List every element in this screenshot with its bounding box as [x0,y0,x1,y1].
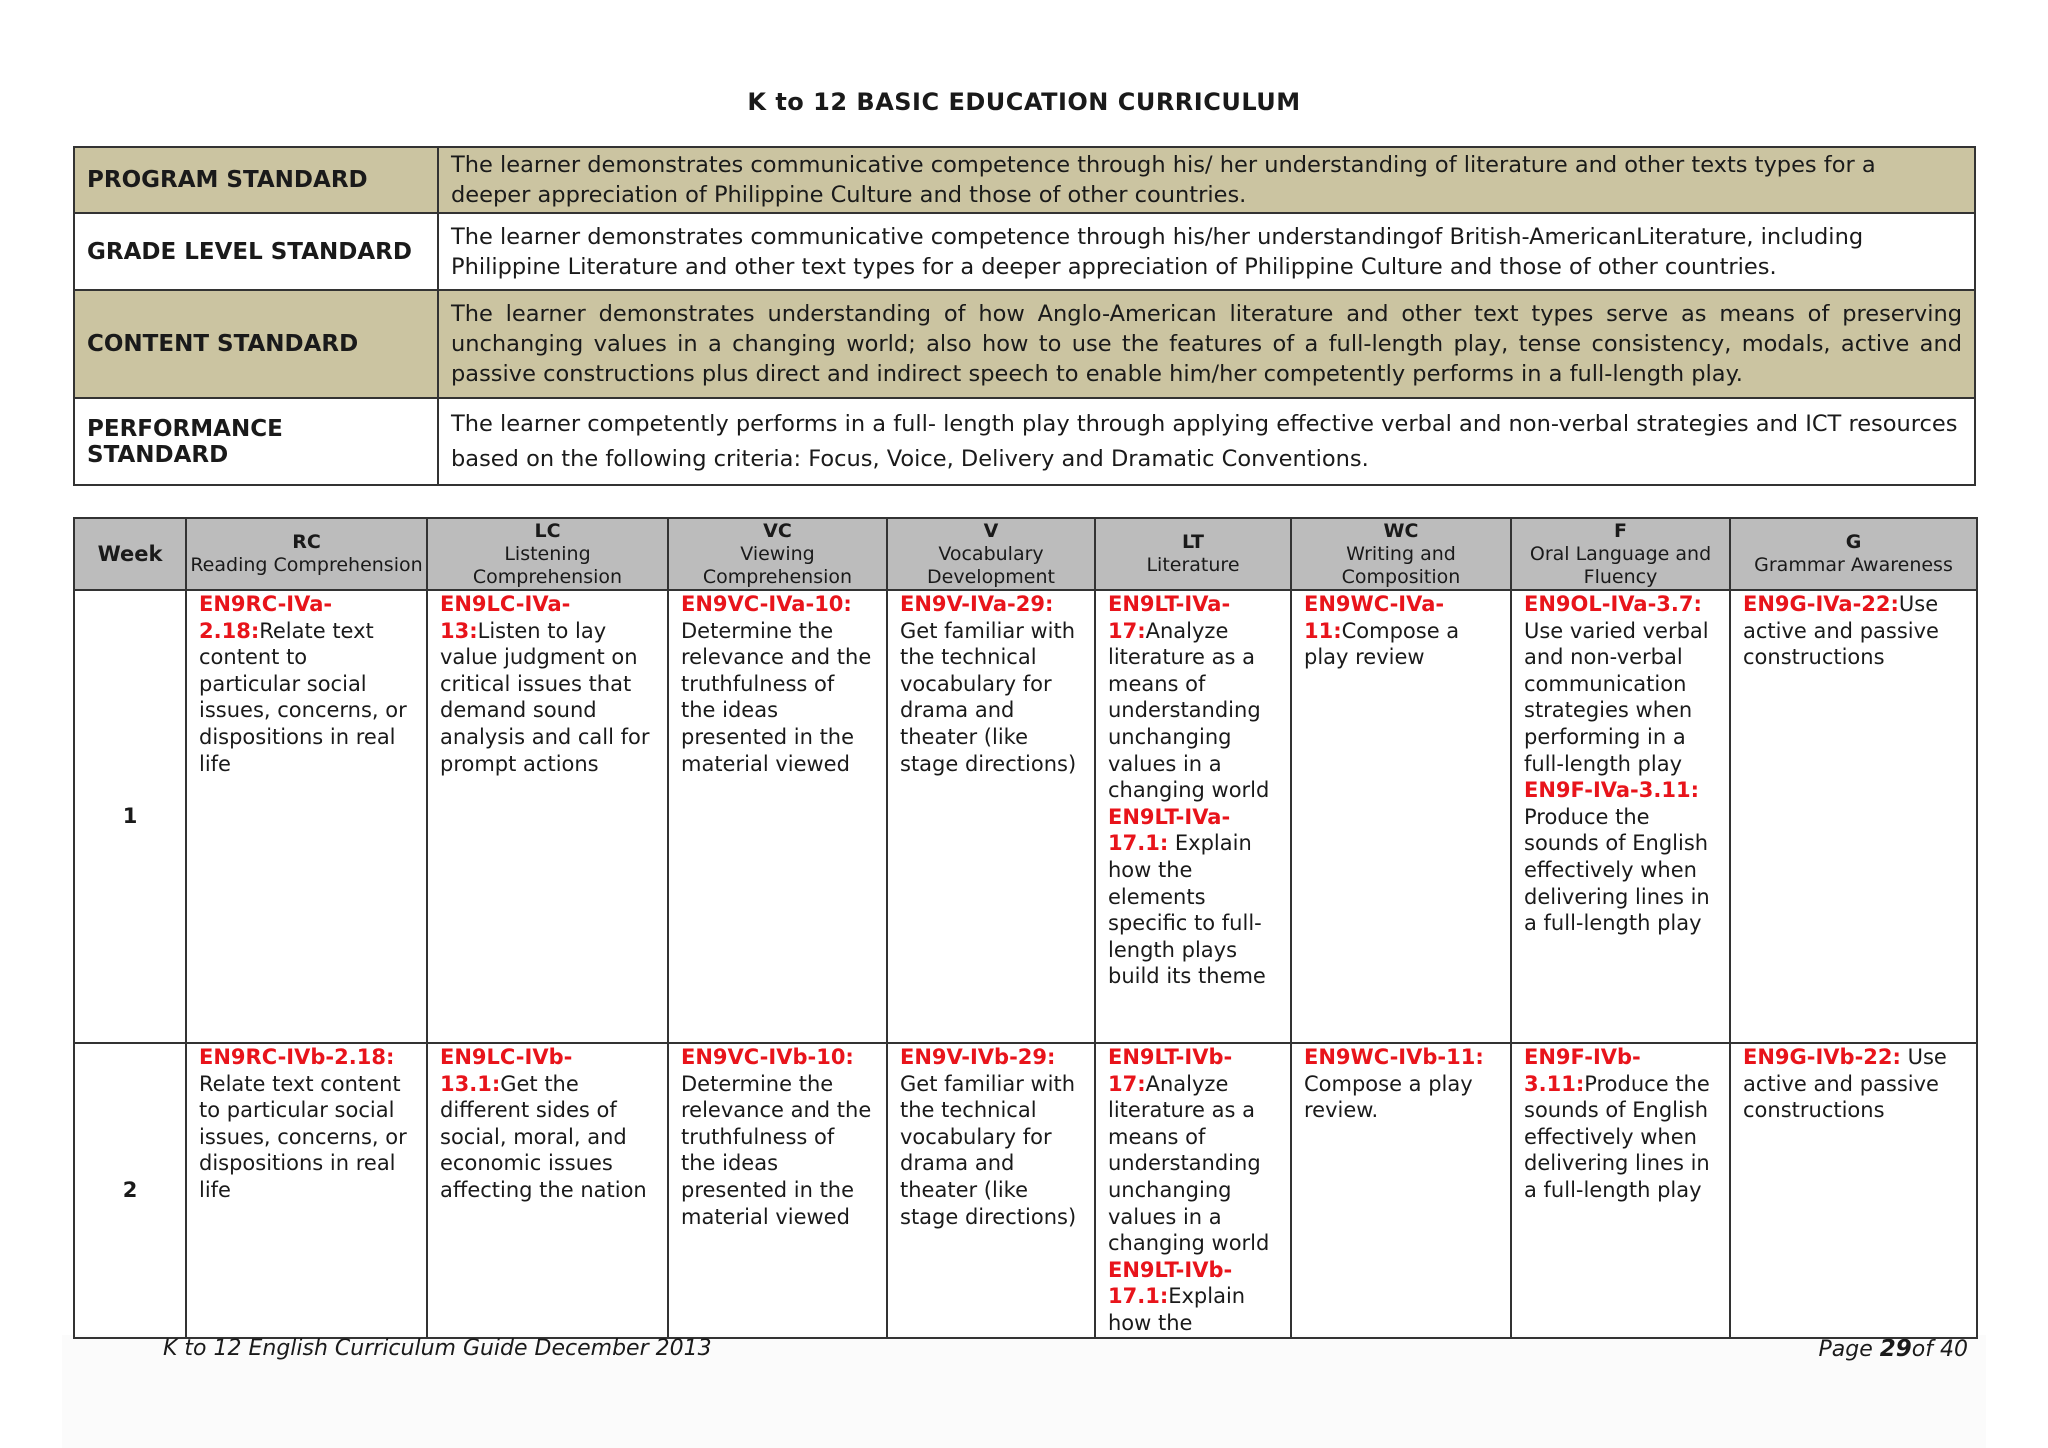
competencies-table [73,517,1978,1339]
footer-guide-title: K to 12 English Curriculum Guide December 2013 [163,1336,712,1361]
table-header-row [74,518,1977,590]
competency-code: EN9RC-IVb-2.18: [199,1045,395,1069]
column-name: Listening Comprehension [472,542,623,588]
competency-code: EN9LC-IVb-13.1: [440,1045,573,1096]
competency-code: EN9VC-IVb-10: [681,1045,854,1069]
competency-text: Compose a play review. [1304,1071,1473,1123]
column-header-lc [427,518,668,590]
competency-cell [1730,1043,1977,1338]
standards-table [73,146,1976,486]
column-header-lt [1095,518,1291,590]
column-code: LC [534,519,561,542]
standard-text: The learner demonstrates communicative competence through his/ her understanding of literature and other texts types for a deeper appreciation of Philippine Culture and those of other countries. [438,147,1975,213]
competency-cell [1730,590,1977,1043]
competency-text: Produce the sounds of English effectively when delivering lines in a full-length play [1524,1071,1710,1202]
competency-text: Determine the relevance and the truthfulness of the ideas presented in the material viewed [681,618,872,776]
competency-cell [1511,590,1730,1043]
standard-label: GRADE LEVEL STANDARD [74,213,438,290]
competency-cell [1291,590,1511,1043]
competency-cell [186,590,427,1043]
table-row [74,1043,1977,1338]
competency-text: Get familiar with the technical vocabulary for drama and theater (like stage directions) [900,618,1077,776]
competency-text: Use active and passive constructions [1743,592,1939,670]
performance-standard-row [74,398,1975,485]
competency-cell [668,590,887,1043]
content-standard-row [74,290,1975,398]
competency-cell [1095,1043,1291,1338]
competency-text: Determine the relevance and the truthfulness of the ideas presented in the material viewed [681,1071,872,1229]
column-name: Viewing Comprehension [702,542,853,588]
competency-cell [887,1043,1095,1338]
competency-cell [427,590,668,1043]
standard-label: PERFORMANCE STANDARD [74,398,438,485]
competency-code: EN9V-IVb-29: [900,1045,1056,1069]
competency-cell [1291,1043,1511,1338]
competency-text: Get the different sides of social, moral, and economic issues affecting the nation [440,1071,647,1202]
column-code: V [983,519,999,542]
competency-text: Listen to lay value judgment on critical issues that demand sound analysis and call for prompt actions [440,618,650,776]
week-number: 1 [74,590,186,1043]
column-name: Literature [1146,554,1240,576]
column-header-rc [186,518,427,590]
competency-code: EN9VC-IVa-10: [681,592,852,616]
standard-label: CONTENT STANDARD [74,290,438,398]
standard-label: PROGRAM STANDARD [74,147,438,213]
competency-cell [1095,590,1291,1043]
column-header-v [887,518,1095,590]
table-row [74,590,1977,1043]
competency-code: EN9F-IVb-3.11: [1524,1045,1641,1096]
competency-text: Analyze literature as a means of understanding unchanging values in a changing world [1108,1071,1270,1256]
competency-text: Use active and passive constructions [1743,1045,1947,1123]
competency-text: Use varied verbal and non-verbal communication strategies when performing in a full-length play [1524,618,1709,776]
page-indicator [1819,1336,1968,1362]
competency-text: Relate text content to particular social issues, concerns, or dispositions in real life [199,618,407,776]
competency-cell [668,1043,887,1338]
column-header-g [1730,518,1977,590]
competency-text: Get familiar with the technical vocabulary for drama and theater (like stage directions) [900,1071,1077,1229]
competency-code: EN9G-IVb-22: [1743,1045,1901,1069]
competency-cell [427,1043,668,1338]
competency-code: EN9LC-IVa-13: [440,592,571,643]
competency-code: EN9LT-IVb-17: [1108,1045,1233,1096]
competency-code: EN9V-IVa-29: [900,592,1054,616]
column-name: Writing and Composition [1341,542,1461,588]
competency-text: Explain how the [1108,1284,1246,1335]
competency-code: EN9LT-IVa-17: [1108,592,1231,643]
competency-code: EN9F-IVa-3.11: [1524,778,1699,803]
grade-level-standard-row [74,213,1975,290]
competency-text: Relate text content to particular social issues, concerns, or dispositions in real life [199,1071,407,1202]
column-name: Reading Comprehension [190,554,423,576]
column-code: G [1845,531,1862,553]
week-header: Week [74,518,186,590]
page-prefix: Page [1818,1337,1880,1362]
page-number: 29 [1879,1336,1912,1362]
document-title: K to 12 BASIC EDUCATION CURRICULUM [747,88,1301,116]
standard-text: The learner demonstrates communicative competence through his/her understandingof British-AmericanLiterature, including Philippine Literature and other text types for a deeper appreciation of Philippine Culture and those of other countries. [438,213,1975,290]
column-code: LT [1182,531,1204,553]
column-code: F [1614,519,1627,542]
competency-cell [887,590,1095,1043]
competency-code: EN9LT-IVb-17.1: [1108,1257,1233,1309]
competency-code: EN9RC-IVa-2.18: [199,592,333,643]
competency-code: EN9LT-IVa-17.1: [1108,804,1231,856]
column-header-wc [1291,518,1511,590]
column-name: Grammar Awareness [1754,554,1953,576]
standard-text: The learner demonstrates understanding of how Anglo-American literature and other text types serve as means of preserving unchanging values in a changing world; also how to use the features of a full-length play, tense consistency, modals, active and passive constructions plus direct and indirect speech to enable him/her competently performs in a full-length play. [438,290,1975,398]
column-code: RC [292,531,321,553]
column-header-f [1511,518,1730,590]
page-suffix: of 40 [1911,1337,1968,1362]
competency-code: EN9G-IVa-22: [1743,592,1899,616]
competency-code: EN9WC-IVa-11: [1304,592,1445,643]
competency-text: Analyze literature as a means of understanding unchanging values in a changing world [1108,618,1270,803]
column-name: Oral Language and Fluency [1529,542,1712,588]
competency-text: Explain how the elements specific to full-length plays build its theme [1108,831,1266,989]
program-standard-row [74,147,1975,213]
competency-code: EN9WC-IVb-11: [1304,1045,1484,1069]
column-header-vc [668,518,887,590]
competency-text: Compose a play review [1304,618,1460,670]
column-name: Vocabulary Development [927,542,1055,588]
standard-text: The learner competently performs in a full- length play through applying effective verbal and non-verbal strategies and ICT resources based on the following criteria: Focus, Voice, Delivery and Dramatic Conventions. [438,398,1975,485]
column-code: VC [763,519,792,542]
competency-cell [186,1043,427,1338]
competency-code: EN9OL-IVa-3.7: [1524,592,1702,616]
column-code: WC [1383,519,1419,542]
competency-text: Produce the sounds of English effectively when delivering lines in a full-length play [1524,804,1710,936]
competency-cell [1511,1043,1730,1338]
week-number: 2 [74,1043,186,1338]
